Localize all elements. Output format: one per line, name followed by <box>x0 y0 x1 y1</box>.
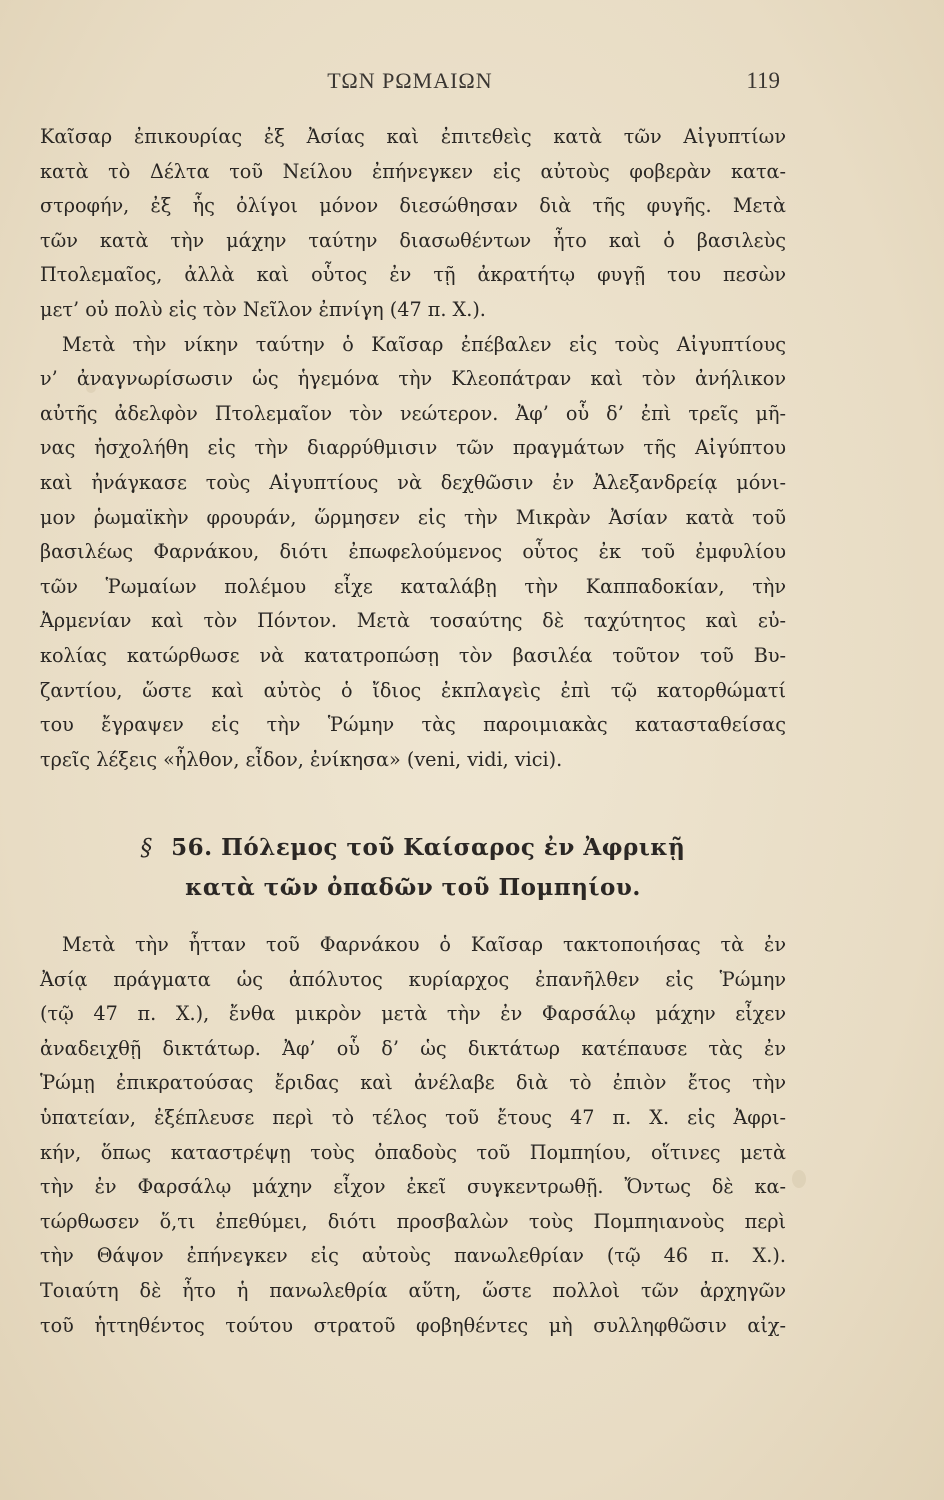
text-line: ἀναδειχθῇ δικτάτωρ. Ἀφ’ οὗ δ’ ὡς δικτάτωρ κατέπαυσε τὰς ἐν <box>40 1036 786 1060</box>
text-line: του ἔγραψεν εἰς τὴν Ῥώμην τὰς παροιμιακὰς κατασταθείσας <box>40 713 786 737</box>
section-heading <box>40 828 786 908</box>
section-sign: § <box>140 835 153 861</box>
body-text-bottom <box>40 928 786 1343</box>
text-line: τρεῖς λέξεις «ἦλθον, εἶδον, ἐνίκησα» (veni, vidi, vici). <box>40 747 563 771</box>
text-line: τὴν Θάψον ἐπήνεγκεν εἰς αὐτοὺς πανωλεθρίαν (τῷ 46 π. Χ.). <box>40 1244 786 1268</box>
text-line: κατὰ τὸ Δέλτα τοῦ Νείλου ἐπήνεγκεν εἰς αὐτοὺς φοβερὰν κατα- <box>40 159 786 183</box>
section-number: 56. <box>171 834 213 861</box>
text-line: κήν, ὅπως καταστρέψῃ τοὺς ὀπαδοὺς τοῦ Πομπηίου, οἵτινες μετὰ <box>40 1140 786 1164</box>
section-title-line-1: Πόλεμος τοῦ Καίσαρος ἐν Ἀφρικῇ <box>221 834 686 861</box>
text-line: Μετὰ τὴν ἧτταν τοῦ Φαρνάκου ὁ Καῖσαρ τακτοποιήσας τὰ ἐν <box>62 933 786 956</box>
text-line: νας ἠσχολήθη εἰς τὴν διαρρύθμισιν τῶν πραγμάτων τῆς Αἰγύπτου <box>40 436 786 460</box>
section-heading-line-1 <box>40 828 786 868</box>
text-line: καὶ ἠνάγκασε τοὺς Αἰγυπτίους νὰ δεχθῶσιν ἐν Ἀλεξανδρείᾳ μόνι- <box>40 470 786 494</box>
page-number: 119 <box>746 68 780 93</box>
text-line: στροφήν, ἐξ ἧς ὀλίγοι μόνον διεσώθησαν διὰ τῆς φυγῆς. Μετὰ <box>40 194 786 218</box>
body-text-top <box>40 120 786 777</box>
text-line: αὐτῆς ἀδελφὸν Πτολεμαῖον τὸν νεώτερον. Ἀφ’ οὗ δ’ ἐπὶ τρεῖς μῆ- <box>40 401 786 425</box>
text-line: Πτολεμαῖος, ἀλλὰ καὶ οὗτος ἐν τῇ ἀκρατήτῳ φυγῇ του πεσὼν <box>40 263 786 287</box>
text-line: τῶν κατὰ τὴν μάχην ταύτην διασωθέντων ἦτο καὶ ὁ βασιλεὺς <box>40 228 786 252</box>
text-line: τῶν Ῥωμαίων πολέμου εἶχε καταλάβῃ τὴν Καππαδοκίαν, τὴν <box>40 574 786 598</box>
text-line: Ῥώμῃ ἐπικρατούσας ἔριδας καὶ ἀνέλαβε διὰ τὸ ἐπιὸν ἔτος τὴν <box>40 1071 786 1095</box>
text-line: (τῷ 47 π. Χ.), ἔνθα μικρὸν μετὰ τὴν ἐν Φαρσάλῳ μάχην εἶχεν <box>40 1002 786 1026</box>
text-line: Καῖσαρ ἐπικουρίας ἐξ Ἀσίας καὶ ἐπιτεθεὶς κατὰ τῶν Αἰγυπτίων <box>40 125 786 148</box>
text-line: Ἀρμενίαν καὶ τὸν Πόντον. Μετὰ τοσαύτης δὲ ταχύτητος καὶ εὐ- <box>40 609 786 633</box>
text-line: Τοιαύτη δὲ ἦτο ἡ πανωλεθρία αὕτη, ὥστε πολλοὶ τῶν ἀρχηγῶν <box>40 1278 786 1302</box>
text-line: τοῦ ἡττηθέντος τούτου στρατοῦ φοβηθέντες μὴ συλληφθῶσιν αἰχ- <box>40 1313 786 1337</box>
page-header <box>40 68 780 98</box>
text-line: Μετὰ τὴν νίκην ταύτην ὁ Καῖσαρ ἐπέβαλεν εἰς τοὺς Αἰγυπτίους <box>62 332 786 356</box>
text-line: ν’ ἀναγνωρίσωσιν ὡς ἡγεμόνα τὴν Κλεοπάτραν καὶ τὸν ἀνήλικον <box>40 367 786 391</box>
text-line: μον ῥωμαϊκὴν φρουράν, ὥρμησεν εἰς τὴν Μικρὰν Ἀσίαν κατὰ τοῦ <box>40 505 786 529</box>
running-title: ΤΩΝ ΡΩΜΑΙΩΝ <box>327 68 493 93</box>
text-line: μετ’ οὐ πολὺ εἰς τὸν Νεῖλον ἐπνίγη (47 π. Χ.). <box>40 297 486 321</box>
paper-stain <box>792 1170 806 1188</box>
text-line: Ἀσίᾳ πράγματα ὡς ἀπόλυτος κυρίαρχος ἐπανῆλθεν εἰς Ῥώμην <box>40 967 786 991</box>
text-line: τώρθωσεν ὅ,τι ἐπεθύμει, διότι προσβαλὼν τοὺς Πομπηιανοὺς περὶ <box>40 1209 786 1233</box>
text-line: βασιλέως Φαρνάκου, διότι ἐπωφελούμενος οὗτος ἐκ τοῦ ἐμφυλίου <box>40 540 786 564</box>
section-title-line-2: κατὰ τῶν ὀπαδῶν τοῦ Πομπηίου. <box>185 874 641 901</box>
text-line: τὴν ἐν Φαρσάλῳ μάχην εἶχον ἐκεῖ συγκεντρωθῇ. Ὄντως δὲ κα- <box>40 1175 786 1199</box>
text-line: ζαντίου, ὥστε καὶ αὐτὸς ὁ ἴδιος ἐκπλαγεὶς ἐπὶ τῷ κατορθώματί <box>40 678 786 702</box>
text-line: κολίας κατώρθωσε νὰ κατατροπώσῃ τὸν βασιλέα τοῦτον τοῦ Βυ- <box>40 643 786 667</box>
text-line: ὑπατείαν, ἐξέπλευσε περὶ τὸ τέλος τοῦ ἔτους 47 π. Χ. εἰς Ἀφρι- <box>40 1105 786 1129</box>
